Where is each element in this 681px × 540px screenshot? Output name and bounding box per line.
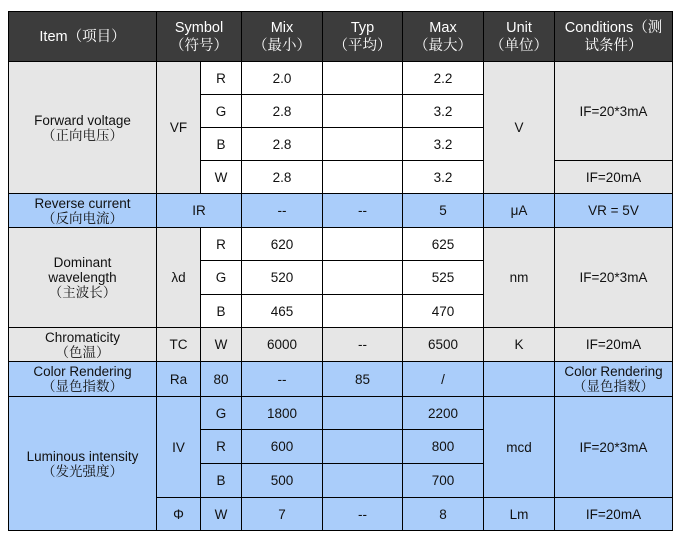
max-cell: 525 — [403, 261, 484, 295]
max-cell: 3.2 — [403, 95, 484, 128]
dominant-wavelength-symbol: λd — [157, 228, 201, 328]
min-cell: 1800 — [242, 397, 323, 430]
max-cell: 8 — [403, 498, 484, 531]
color-cell: R — [201, 62, 242, 95]
typ-cell — [323, 430, 403, 464]
typ-cell — [323, 464, 403, 498]
spec-table-container — [8, 11, 673, 531]
forward-voltage-label: Forward voltage （正向电压） — [9, 62, 157, 194]
min-cell: 465 — [242, 295, 323, 328]
max-cell: 6500 — [403, 328, 484, 362]
table-row — [9, 194, 673, 228]
max-cell: 5 — [403, 194, 484, 228]
unit-cell: K — [484, 328, 555, 362]
max-cell: 2.2 — [403, 62, 484, 95]
chromaticity-label: Chromaticity （色温） — [9, 328, 157, 362]
forward-voltage-unit: V — [484, 62, 555, 194]
table-row — [9, 228, 673, 261]
symbol-cell: Φ — [157, 498, 201, 531]
value-cell: 85 — [323, 362, 403, 397]
max-cell: 625 — [403, 228, 484, 261]
table-row — [9, 397, 673, 430]
reverse-current-label: Reverse current （反向电流） — [9, 194, 157, 228]
condition-cell: IF=20mA — [555, 498, 673, 531]
typ-cell — [323, 295, 403, 328]
typ-cell — [323, 128, 403, 161]
luminous-intensity-unit: mcd — [484, 397, 555, 498]
min-cell: 2.8 — [242, 161, 323, 194]
condition-cell: Color Rendering （显色指数） — [555, 362, 673, 397]
dominant-wavelength-unit: nm — [484, 228, 555, 328]
dominant-wavelength-condition: IF=20*3mA — [555, 228, 673, 328]
unit-cell — [484, 362, 555, 397]
table-row — [9, 362, 673, 397]
value-cell: 80 — [201, 362, 242, 397]
typ-cell: -- — [323, 328, 403, 362]
min-cell: 2.0 — [242, 62, 323, 95]
condition-cell: VR = 5V — [555, 194, 673, 228]
max-cell: 2200 — [403, 397, 484, 430]
header-conditions: Conditions（测 试条件） — [555, 12, 673, 62]
symbol-cell: TC — [157, 328, 201, 362]
forward-voltage-condition-w: IF=20mA — [555, 161, 673, 194]
header-item: Item（项目） — [9, 12, 157, 62]
min-cell: 500 — [242, 464, 323, 498]
max-cell: 3.2 — [403, 161, 484, 194]
value-cell: -- — [242, 362, 323, 397]
condition-cell: IF=20mA — [555, 328, 673, 362]
header-row — [9, 12, 673, 62]
max-cell: 700 — [403, 464, 484, 498]
symbol-cell: Ra — [157, 362, 201, 397]
min-cell: 2.8 — [242, 95, 323, 128]
typ-cell — [323, 161, 403, 194]
min-cell: 7 — [242, 498, 323, 531]
color-cell: G — [201, 397, 242, 430]
color-cell: R — [201, 228, 242, 261]
typ-cell: -- — [323, 498, 403, 531]
unit-cell: Lm — [484, 498, 555, 531]
max-cell: 3.2 — [403, 128, 484, 161]
luminous-intensity-condition: IF=20*3mA — [555, 397, 673, 498]
header-symbol: Symbol （符号） — [157, 12, 242, 62]
reverse-current-symbol: IR — [157, 194, 242, 228]
dominant-wavelength-label: Dominant wavelength （主波长） — [9, 228, 157, 328]
typ-cell — [323, 397, 403, 430]
value-cell: / — [403, 362, 484, 397]
table-row — [9, 328, 673, 362]
min-cell: 6000 — [242, 328, 323, 362]
led-spec-table — [8, 11, 673, 531]
min-cell: 2.8 — [242, 128, 323, 161]
color-cell: B — [201, 464, 242, 498]
color-cell: W — [201, 328, 242, 362]
color-cell: G — [201, 95, 242, 128]
color-cell: G — [201, 261, 242, 295]
typ-cell — [323, 62, 403, 95]
min-cell: 620 — [242, 228, 323, 261]
header-max: Max （最大） — [403, 12, 484, 62]
forward-voltage-symbol: VF — [157, 62, 201, 194]
color-cell: W — [201, 498, 242, 531]
forward-voltage-condition: IF=20*3mA — [555, 62, 673, 161]
color-cell: B — [201, 295, 242, 328]
header-typ: Typ （平均） — [323, 12, 403, 62]
typ-cell — [323, 95, 403, 128]
color-cell: W — [201, 161, 242, 194]
table-row — [9, 62, 673, 95]
max-cell: 470 — [403, 295, 484, 328]
color-cell: B — [201, 128, 242, 161]
unit-cell: μA — [484, 194, 555, 228]
luminous-intensity-symbol: IV — [157, 397, 201, 498]
header-unit: Unit （单位） — [484, 12, 555, 62]
typ-cell — [323, 228, 403, 261]
header-mix: Mix （最小） — [242, 12, 323, 62]
color-rendering-label: Color Rendering （显色指数） — [9, 362, 157, 397]
max-cell: 800 — [403, 430, 484, 464]
typ-cell: -- — [323, 194, 403, 228]
luminous-intensity-label: Luminous intensity （发光强度） — [9, 397, 157, 531]
min-cell: 600 — [242, 430, 323, 464]
min-cell: 520 — [242, 261, 323, 295]
min-cell: -- — [242, 194, 323, 228]
color-cell: R — [201, 430, 242, 464]
typ-cell — [323, 261, 403, 295]
